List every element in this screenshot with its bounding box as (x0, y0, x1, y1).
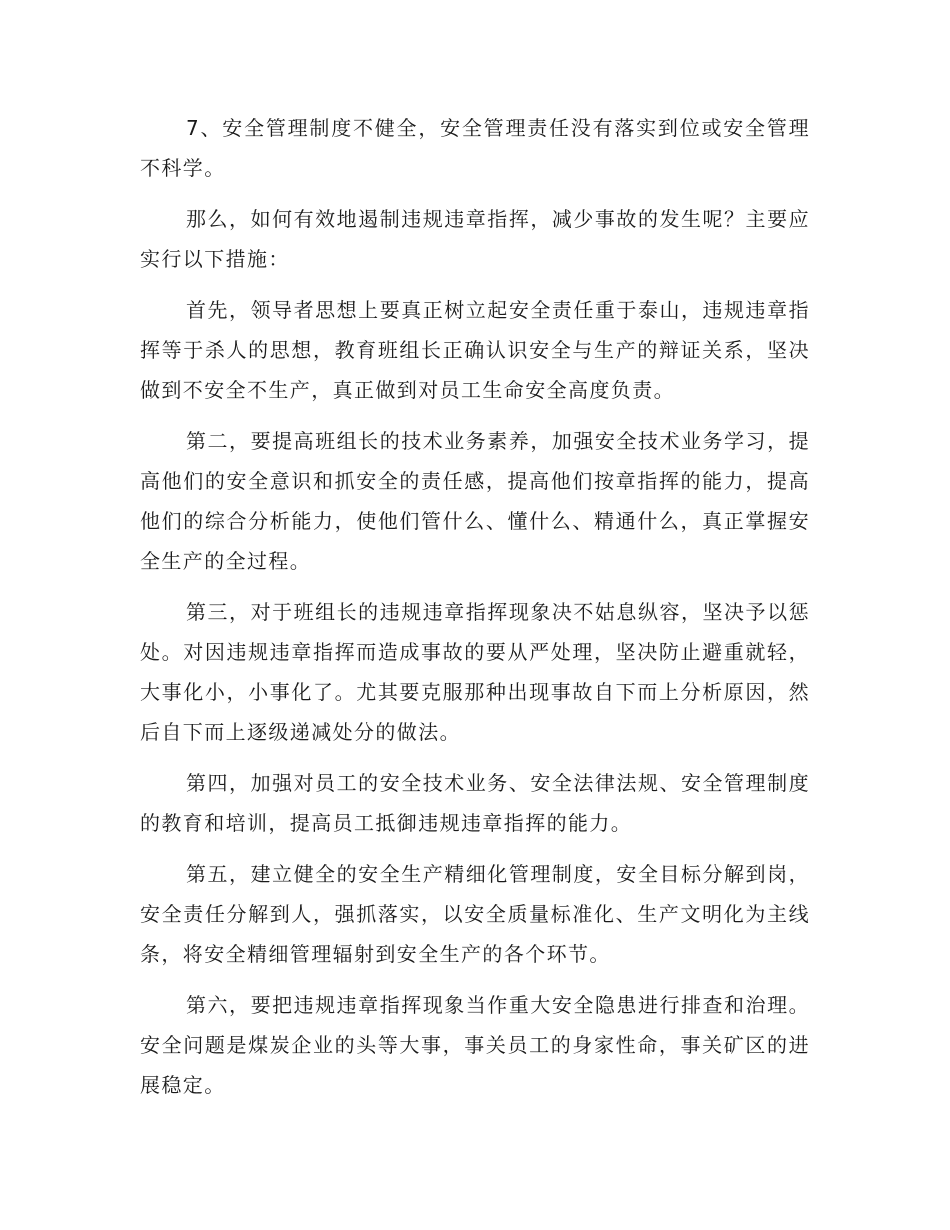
paragraph-first-measure: 首先，领导者思想上要真正树立起安全责任重于泰山，违规违章指挥等于杀人的思想，教育班组长正确认识安全与生产的辩证关系，坚决做到不安全不生产，真正做到对员工生命安全高度负责。 (140, 298, 810, 402)
paragraph-third-measure: 第三，对于班组长的违规违章指挥现象决不姑息纵容，坚决予以惩处。对因违规违章指挥而造成事故的要从严处理，坚决防止避重就轻，大事化小，小事化了。尤其要克服那种出现事故自下而上分析原因，然后自下而上逐级递减处分的做法。 (140, 600, 810, 744)
paragraph-question: 那么，如何有效地遏制违规违章指挥，减少事故的发生呢？主要应实行以下措施： (140, 207, 810, 271)
paragraph-fourth-measure: 第四，加强对员工的安全技术业务、安全法律法规、安全管理制度的教育和培训，提高员工抵御违规违章指挥的能力。 (140, 771, 810, 835)
paragraph-item-7-cause: 7、安全管理制度不健全，安全管理责任没有落实到位或安全管理不科学。 (140, 116, 810, 180)
paragraph-second-measure: 第二，要提高班组长的技术业务素养，加强安全技术业务学习，提高他们的安全意识和抓安全的责任感，提高他们按章指挥的能力，提高他们的综合分析能力，使他们管什么、懂什么、精通什么，真正掌握安全生产的全过程。 (140, 429, 810, 573)
paragraph-fifth-measure: 第五，建立健全的安全生产精细化管理制度，安全目标分解到岗，安全责任分解到人，强抓落实，以安全质量标准化、生产文明化为主线条，将安全精细管理辐射到安全生产的各个环节。 (140, 862, 810, 966)
document-body (140, 108, 810, 1116)
paragraph-sixth-measure: 第六，要把违规违章指挥现象当作重大安全隐患进行排查和治理。 安全问题是煤炭企业的头等大事，事关员工的身家性命，事关矿区的进展稳定。 (140, 993, 810, 1097)
